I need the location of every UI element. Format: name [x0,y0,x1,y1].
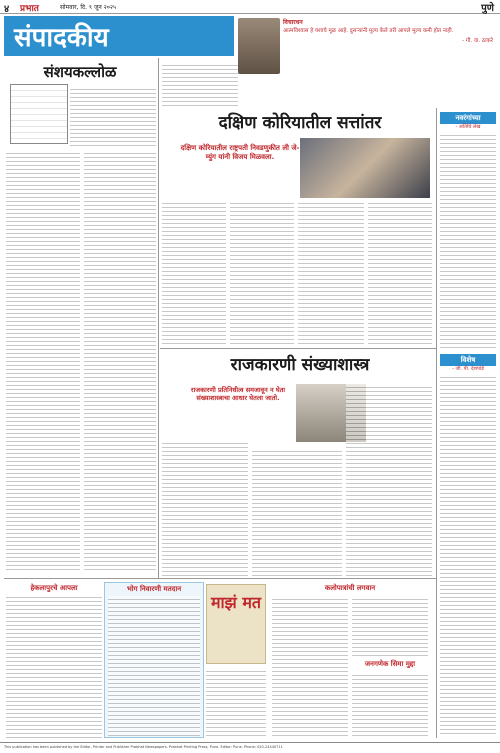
bottom-box-3-subtitle: जनगणेक सिमा मुद्दा [364,660,416,668]
section-title: संपादकीय [14,23,109,53]
bottom-box-3-col2 [352,596,428,656]
left-article-col1 [6,150,80,570]
lower-article-headline: राजकारणी संख्याशास्त्र [230,355,370,375]
bottom-box-3-col1 [272,596,348,738]
bottom-box-1-text [6,594,102,738]
main-article-headline: दक्षिण कोरियातील सत्तांतर [218,113,382,133]
left-article-text-top [70,86,156,146]
opinion-logo-label: माझं मत [210,593,262,612]
page-number: ४ [4,4,10,15]
quote-label: विचारधन [283,19,303,26]
main-article-photo [300,138,430,198]
bottom-box-1-title: हेकलापुरचे आपला [30,584,78,592]
bottom-box-3-col3 [352,672,428,738]
special-column-text [440,374,496,736]
main-article-intro [162,62,238,106]
left-article-col2 [84,150,156,570]
left-article-headline: संशयकल्लोळ [43,63,117,81]
quote-author-photo [238,18,280,74]
main-article-deck: दक्षिण कोरियातील राष्ट्रपती निवडणुकीत ली जे-म्युंग यांनी विजय मिळवला. [180,144,300,161]
main-article-col3 [298,200,364,345]
main-article-col4 [368,200,432,345]
bottom-box-3-title: कलोपात्रांची लगवान [324,584,376,592]
quote-text: आत्मविश्वास हे यशाचे मूळ आहे. दुसऱ्यांनी मूल्य केले तरी आपले मूल्य कमी होत नाही. [283,28,454,34]
ballot-illustration [10,84,68,144]
imprint-footer: This publication has been published by the Editor, Printer and Publisher Prabhat Newspapers. Prabhat Printing Press, Pune. Editor: Pune. Phone: 020-24440711 [0,742,500,753]
section-rule [4,578,436,579]
opinion-logo [206,584,266,664]
quote-author: - गौ. वा. ठाकरे [462,38,493,44]
edition-city: पुणे [481,3,494,14]
side-column-tag: नवरंगांच्या [440,112,496,124]
newspaper-logo: प्रभात [20,4,39,14]
section-rule [160,348,436,349]
lower-article-col2 [252,448,342,576]
side-column-text [440,132,496,350]
special-column-byline: - जी. पी. देशपांडे [452,366,484,372]
thought-of-the-day [283,18,493,78]
column-rule [436,108,437,738]
opinion-text [206,668,266,738]
main-article-col1 [162,200,226,345]
lower-article-deck: राजकारणी प्रतिनिधीत्व समजावून न घेता संख्याशास्त्राचा आधार घेतला जातो. [190,386,286,402]
section-masthead [4,16,234,56]
main-article-col2 [230,200,294,345]
lower-article-col3 [346,384,432,576]
side-column-byline: - अतिथि लेख [455,124,481,130]
bottom-box-2-text [108,596,200,736]
column-rule [158,58,159,578]
special-column-tag: विशेष [440,354,496,366]
lower-article-col1 [162,440,248,576]
bottom-box-2-title: भोग निवारणी मतदान [126,585,182,593]
issue-date: सोमवार, दि. ९ जून २०२५ [60,4,117,11]
page-header [0,0,500,14]
